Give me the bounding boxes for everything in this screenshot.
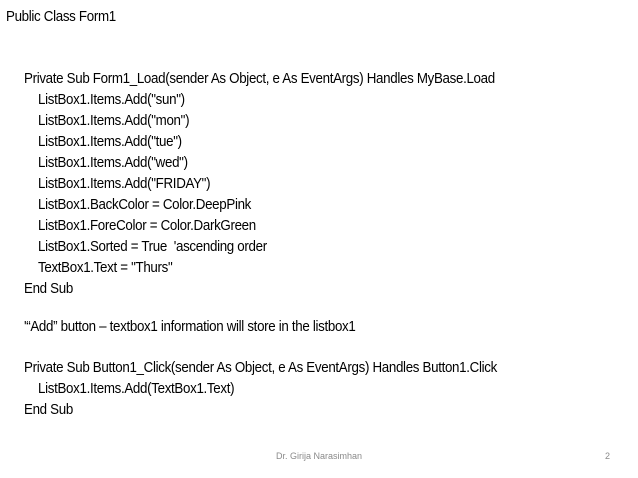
footer-author: Dr. Girija Narasimhan [275,451,363,461]
load-statement-6: ListBox1.BackColor = Color.DeepPink [38,197,252,213]
load-statement-7: ListBox1.ForeColor = Color.DarkGreen [38,218,256,234]
load-statement-2: ListBox1.Items.Add("mon") [38,113,190,129]
load-statement-5: ListBox1.Items.Add("FRIDAY") [38,176,211,192]
class-declaration: Public Class Form1 [6,9,116,25]
click-end-sub: End Sub [24,402,73,418]
load-statement-9: TextBox1.Text = "Thurs" [38,260,173,276]
form-load-signature: Private Sub Form1_Load(sender As Object, e As EventArgs) Handles MyBase.Load [24,71,495,87]
load-statement-4: ListBox1.Items.Add("wed") [38,155,188,171]
load-statement-8: ListBox1.Sorted = True 'ascending order [38,239,267,255]
load-statement-1: ListBox1.Items.Add("sun") [38,92,185,108]
click-statement-1: ListBox1.Items.Add(TextBox1.Text) [38,381,235,397]
button-click-signature: Private Sub Button1_Click(sender As Object, e As EventArgs) Handles Button1.Click [24,360,497,376]
add-button-comment: '“Add” button – textbox1 information will store in the listbox1 [24,319,356,335]
page-number: 2 [604,451,610,461]
load-end-sub: End Sub [24,281,73,297]
load-statement-3: ListBox1.Items.Add("tue") [38,134,182,150]
